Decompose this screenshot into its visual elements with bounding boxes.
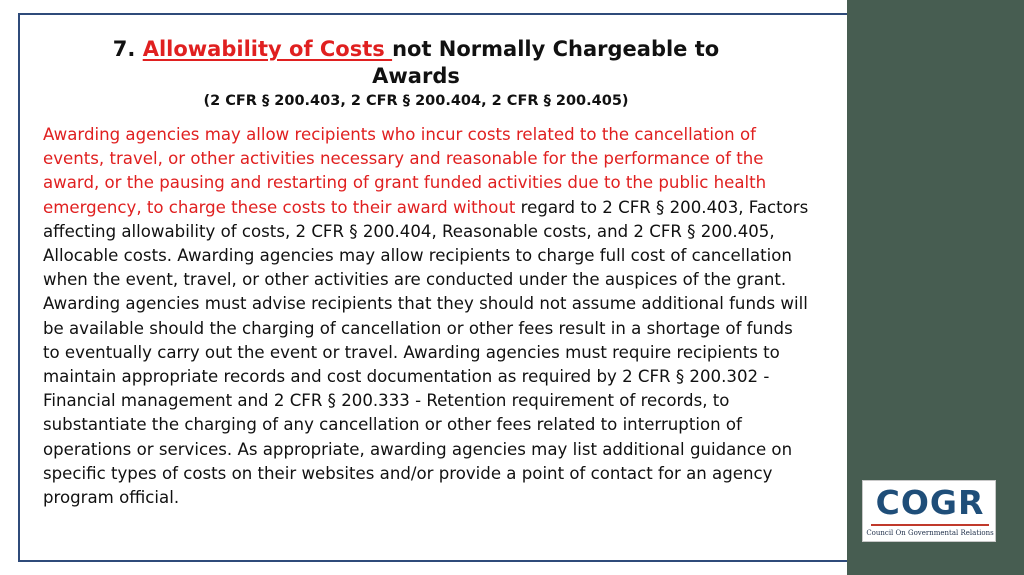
body-red-text: Awarding agencies may allow recipients who incur costs related to the cancellation of events, travel, or other activities necessary and reasonable for the performance of the award, or the pausing and restarting of grant funded activities due to the public health emergency, to charge these costs to their award without [43,125,767,217]
body-black-text: regard to 2 CFR § 200.403, Factors affecting allowability of costs, 2 CFR § 200.404, Reasonable costs, and 2 CFR § 200.405, Allocable costs. Awarding agencies may allow recipients to charge full cost of cancellation when the event, travel, or other activities are conducted under the auspices of the grant. Awarding agencies must advise recipients that they should not assume additional funds will be available should the charging of cancellation or other fees result in a shortage of funds to eventually carry out the event or travel. Awarding agencies must require recipients to maintain appropriate records and cost documentation as required by 2 CFR § 200.302 - Financial management and 2 CFR § 200.333 - Retention requirement of records, to substantiate the charging of any cancellation or other fees related to interruption of operations or services. As appropriate, awarding agencies may list additional guidance on specific types of costs on their websites and/or provide a point of contact for an agency program official. [43,197,809,508]
title-highlight: Allowability of Costs [142,37,393,61]
slide-subtitle: (2 CFR § 200.403, 2 CFR § 200.404, 2 CFR § 200.405) [203,93,629,109]
title-number: 7. [112,37,143,61]
title-rest-line1: not Normally Chargeable to [392,37,720,61]
body-paragraph [43,123,813,510]
cogr-logo [862,480,996,542]
logo-divider [871,524,989,526]
title-rest-line2: Awards [372,64,460,88]
slide-title [36,36,796,90]
logo-wordmark: COGR [875,483,985,522]
logo-tagline: Council On Governmental Relations [866,529,994,537]
